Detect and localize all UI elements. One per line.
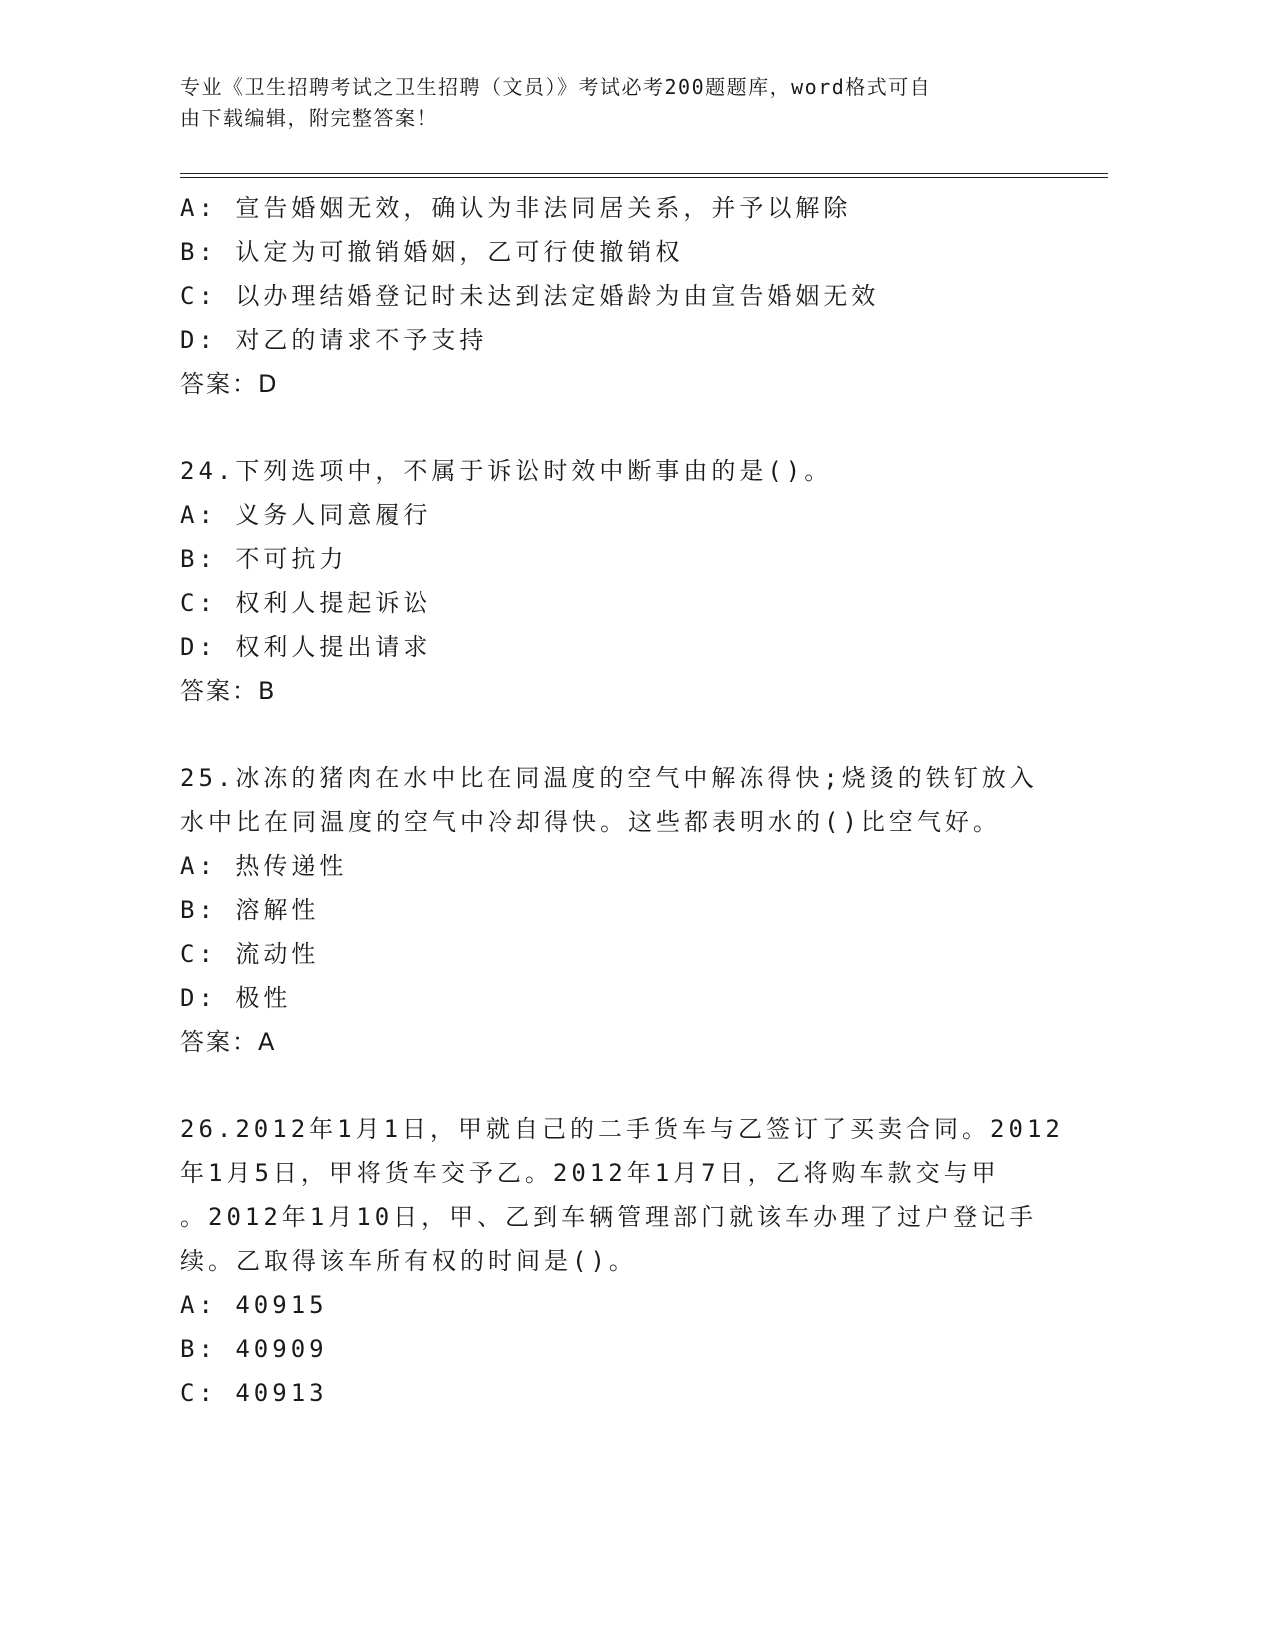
- option-a: A: 40915: [180, 1291, 328, 1319]
- option-a: A: 义务人同意履行: [180, 501, 432, 529]
- option-a: A: 热传递性: [180, 852, 348, 880]
- option-c: C: 40913: [180, 1379, 328, 1407]
- answer-line: 答案：A: [180, 1028, 277, 1056]
- option-d: D: 极性: [180, 984, 292, 1012]
- question-text: 水中比在同温度的空气中冷却得快。这些都表明水的()比空气好。: [180, 808, 1001, 836]
- question-25-block: [180, 756, 1070, 1064]
- option-b: B: 溶解性: [180, 896, 320, 924]
- option-d: D: 权利人提出请求: [180, 633, 432, 661]
- question-24-block: [180, 449, 1070, 713]
- option-d: D: 对乙的请求不予支持: [180, 326, 488, 354]
- document-header: [180, 72, 1080, 134]
- header-line-1: 专业《卫生招聘考试之卫生招聘（文员）》考试必考200题题库，word格式可自: [180, 75, 932, 99]
- question-text: 。2012年1月10日，甲、乙到车辆管理部门就该车办理了过户登记手: [180, 1203, 1038, 1231]
- question-content: [180, 186, 1070, 1415]
- option-a: A: 宣告婚姻无效，确认为非法同居关系，并予以解除: [180, 194, 852, 222]
- header-rule-bottom: [180, 177, 1108, 178]
- question-text: 25.冰冻的猪肉在水中比在同温度的空气中解冻得快;烧烫的铁钉放入: [180, 764, 1038, 792]
- option-b: B: 认定为可撤销婚姻，乙可行使撤销权: [180, 238, 684, 266]
- option-c: C: 权利人提起诉讼: [180, 589, 432, 617]
- option-b: B: 40909: [180, 1335, 328, 1363]
- question-text: 24.下列选项中，不属于诉讼时效中断事由的是()。: [180, 457, 833, 485]
- option-c: C: 流动性: [180, 940, 320, 968]
- option-c: C: 以办理结婚登记时未达到法定婚龄为由宣告婚姻无效: [180, 282, 880, 310]
- question-26-block: [180, 1107, 1070, 1415]
- answer-line: 答案：B: [180, 677, 277, 705]
- option-b: B: 不可抗力: [180, 545, 348, 573]
- header-rule-top: [180, 173, 1108, 174]
- question-text: 26.2012年1月1日，甲就自己的二手货车与乙签订了买卖合同。2012: [180, 1115, 1064, 1143]
- prev-question-block: [180, 186, 1070, 406]
- header-line-2: 由下载编辑，附完整答案！: [180, 106, 438, 130]
- answer-line: 答案：D: [180, 370, 279, 398]
- question-text: 续。乙取得该车所有权的时间是()。: [180, 1247, 637, 1275]
- question-text: 年1月5日，甲将货车交予乙。2012年1月7日，乙将购车款交与甲: [180, 1159, 1000, 1187]
